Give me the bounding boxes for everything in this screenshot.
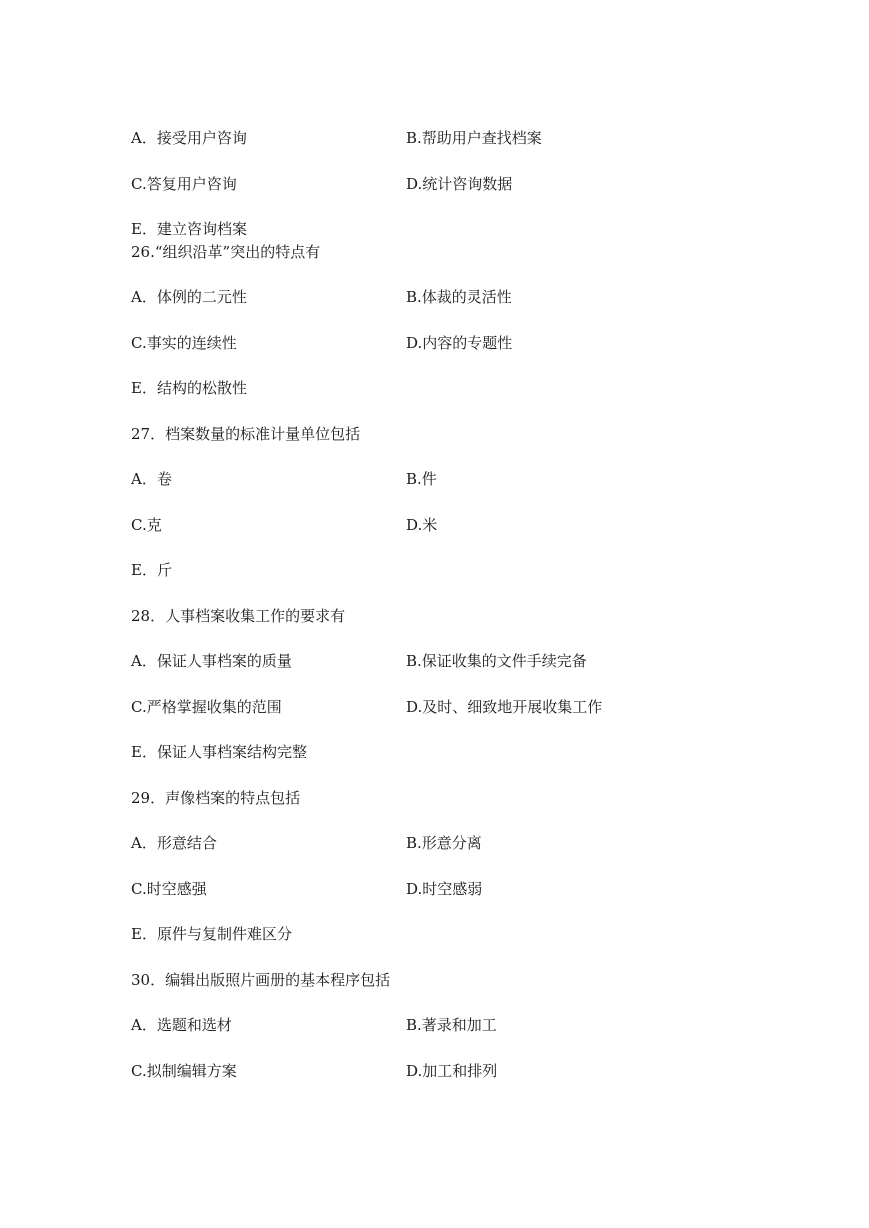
q27-option-e: E．斤 — [131, 561, 172, 579]
q28-option-e: E．保证人事档案结构完整 — [131, 743, 307, 761]
q27-option-d: D.米 — [406, 516, 438, 534]
q25-option-c: C.答复用户咨询 — [131, 175, 237, 193]
q28-option-c: C.严格掌握收集的范围 — [131, 698, 282, 716]
q28-stem: 28．人事档案收集工作的要求有 — [131, 607, 346, 625]
q26-option-b: B.体裁的灵活性 — [406, 288, 512, 306]
q25-option-d: D.统计咨询数据 — [406, 175, 513, 193]
q27-option-c: C.克 — [131, 516, 162, 534]
q28-option-d: D.及时、细致地开展收集工作 — [406, 698, 603, 716]
q30-option-d: D.加工和排列 — [406, 1062, 498, 1080]
q28-option-a: A．保证人事档案的质量 — [131, 652, 292, 670]
q26-option-d: D.内容的专题性 — [406, 334, 513, 352]
q25-option-a: A．接受用户咨询 — [131, 129, 247, 147]
q27-stem: 27．档案数量的标准计量单位包括 — [131, 425, 361, 443]
q25-option-e: E．建立咨询档案 — [131, 220, 247, 238]
q26-option-c: C.事实的连续性 — [131, 334, 237, 352]
q29-option-e: E．原件与复制件难区分 — [131, 925, 292, 943]
q29-option-d: D.时空感弱 — [406, 880, 483, 898]
q26-option-a: A．体例的二元性 — [131, 288, 247, 306]
q26-option-e: E．结构的松散性 — [131, 379, 247, 397]
q30-option-b: B.著录和加工 — [406, 1016, 497, 1034]
q29-option-a: A．形意结合 — [131, 834, 217, 852]
q27-option-b: B.件 — [406, 470, 437, 488]
q30-option-a: A．选题和选材 — [131, 1016, 232, 1034]
q29-stem: 29．声像档案的特点包括 — [131, 789, 301, 807]
q29-option-b: B.形意分离 — [406, 834, 482, 852]
q27-option-a: A．卷 — [131, 470, 172, 488]
q26-stem: 26.“组织沿革”突出的特点有 — [131, 243, 321, 261]
q28-option-b: B.保证收集的文件手续完备 — [406, 652, 587, 670]
q29-option-c: C.时空感强 — [131, 880, 207, 898]
q30-option-c: C.拟制编辑方案 — [131, 1062, 237, 1080]
q25-option-b: B.帮助用户查找档案 — [406, 129, 542, 147]
q30-stem: 30．编辑出版照片画册的基本程序包括 — [131, 971, 391, 989]
